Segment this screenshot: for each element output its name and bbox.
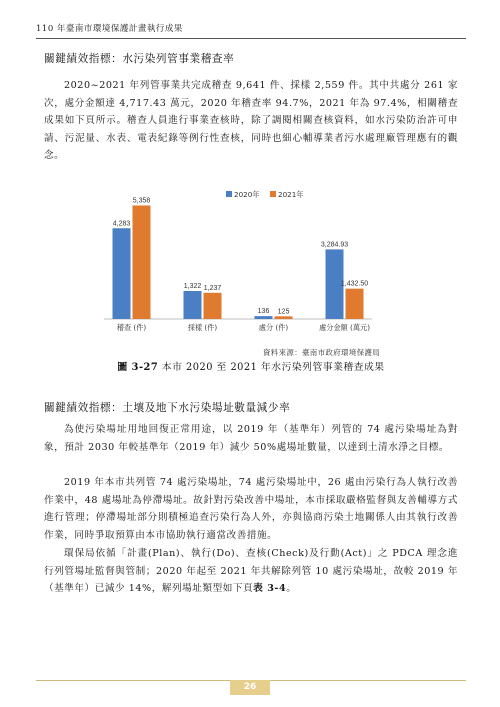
figure-title: 本市 2020 至 2021 年水污染列管事業稽查成果 xyxy=(161,362,385,373)
category-label-3: 處分金額 (萬元) xyxy=(318,323,371,332)
data-label-2021-2: 125 xyxy=(277,308,290,316)
category-label-0: 稽查 (件) xyxy=(116,323,147,332)
figure-source: 資料來源：臺南市政府環境保護局 xyxy=(263,348,380,357)
data-label-2020-2: 136 xyxy=(257,308,270,316)
section2-paragraph-2: 2019 年本市共列管 74 處污染場址，74 處污染場址中，26 處由污染行為人執行改善作業中，48 處場址為停滯場址。故針對污染改善中場址，本市採取嚴格監督與友善輔導方式進行管理；停滯場址部分則積極追查污染行為人外，亦與協商污染土地關係人由其執行改善作業，同時爭取預算由本市協助執行適當改善措施。 xyxy=(44,477,458,541)
section2-paragraph-3 xyxy=(44,545,458,598)
data-label-2020-3: 3,284.93 xyxy=(320,241,349,249)
section2-indicator: 關鍵績效指標：土壤及地下水污染場址數量減少率 xyxy=(44,402,291,414)
bar-2020-1 xyxy=(184,291,202,319)
data-label-2020-1: 1,322 xyxy=(183,282,202,290)
running-header: 110 年臺南市環境保護計畫執行成果 xyxy=(36,24,183,34)
legend-swatch-2020 xyxy=(226,191,232,197)
category-label-1: 採樣 (件) xyxy=(187,323,218,332)
section2-paragraph-3-text: 環保局依循「計畫(Plan)、執行(Do)、查核(Check)及行動(Act)」之 PDCA 理念進行列管場址監督與管制；2020 年起至 2021 年共解除列管 10 處污染場址，故較 2019 年（基準年）已減少 14%，解列場址類型如下頁 xyxy=(44,548,458,595)
legend-label-2020: 2020年 xyxy=(234,190,260,199)
data-label-2021-3: 1,432.50 xyxy=(340,280,369,288)
legend-swatch-2021 xyxy=(270,191,276,197)
data-label-2020-0: 4,283 xyxy=(112,220,131,228)
data-label-2021-1: 1,237 xyxy=(203,284,222,292)
page-number: 26 xyxy=(230,680,270,695)
section1-paragraph: 2020~2021 年列管事業共完成稽查 9,641 件、採樣 2,559 件。其中共處分 261 家次，處分金額達 4,717.43 萬元，2020 年稽查率 94.7%，2021 年為 97.4%，相關稽查成果如下頁所示。稽查人員進行事業查核時，除了調閱相關查核資料，如水污染防治許可申請、污泥量、水表、電表紀錄等例行性查核，同時也細心輔導業者污水處理廠管理應有的觀念。 xyxy=(44,80,458,162)
bar-2021-1 xyxy=(204,293,222,319)
inspection-bar-chart xyxy=(96,178,380,344)
bar-2021-3 xyxy=(346,289,364,319)
table-reference: 表 3-4 xyxy=(253,583,287,595)
bar-2020-0 xyxy=(113,228,131,319)
bar-2020-2 xyxy=(255,316,273,319)
header-rule xyxy=(36,38,466,39)
section2-paragraph-3-end: 。 xyxy=(286,583,297,595)
figure-number: 圖 3-27 xyxy=(117,362,159,373)
legend-label-2021: 2021年 xyxy=(278,190,304,199)
bar-2021-0 xyxy=(133,205,151,319)
bar-2021-2 xyxy=(275,316,293,319)
data-label-2021-0: 5,358 xyxy=(132,197,151,205)
category-label-2: 處分 (件) xyxy=(258,323,289,332)
section2-paragraph-1: 為使污染場址用地回復正常用途，以 2019 年（基準年）列管的 74 處污染場址為對象，預計 2030 年較基準年（2019 年）減少 50%處場址數量，以達到土清水淨之目標。 xyxy=(44,424,458,453)
figure-caption xyxy=(44,359,458,373)
section1-indicator: 關鍵績效指標：水污染列管事業稽查率 xyxy=(44,53,235,65)
